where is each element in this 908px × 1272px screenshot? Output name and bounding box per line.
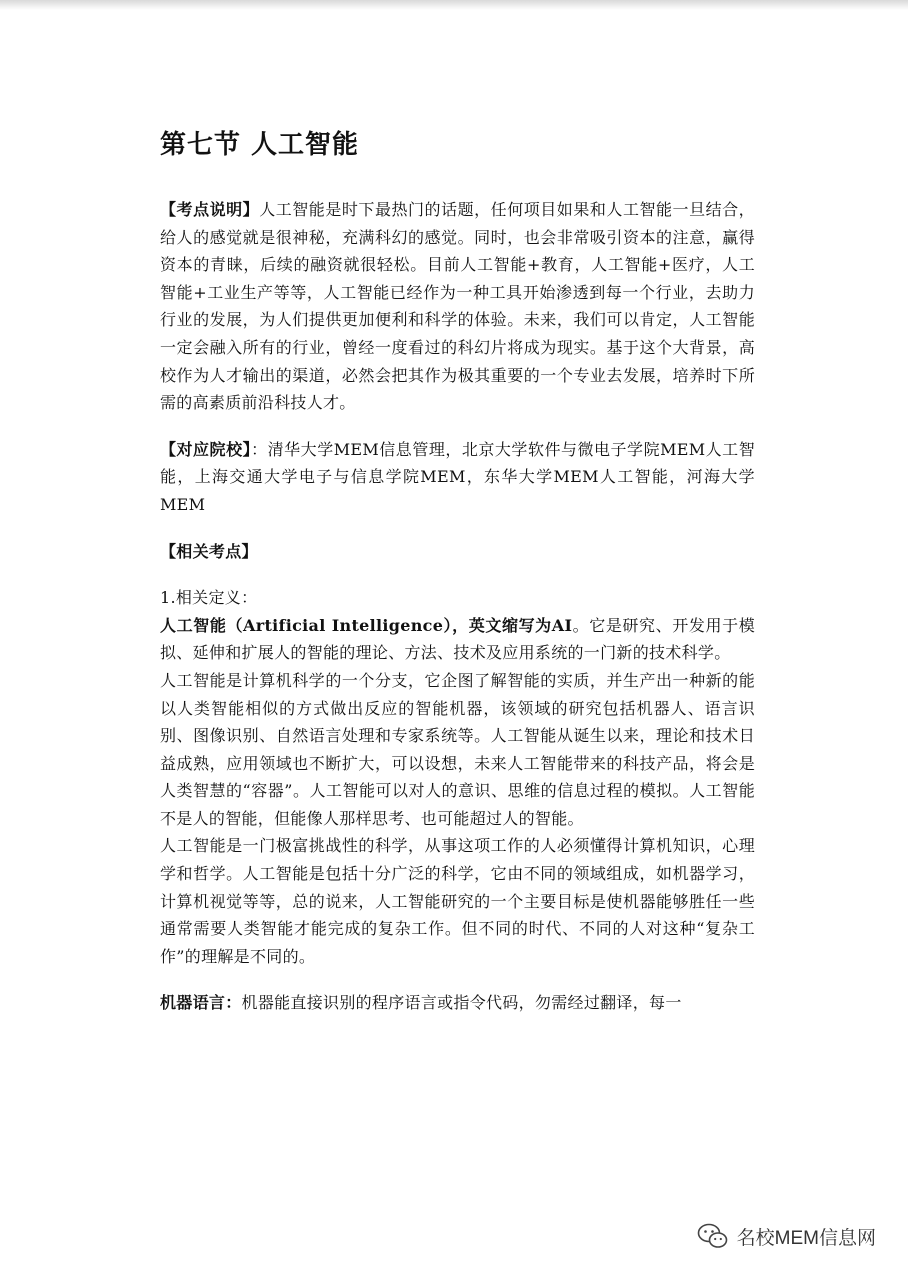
definition-paragraph-2: 人工智能是计算机科学的一个分支，它企图了解智能的实质，并生产出一种新的能以人类智能相似的方式做出反应的智能机器，该领域的研究包括机器人、语言识别、图像识别、自然语言处理和专家系统等。人工智能从诞生以来，理论和技术日益成熟，应用领域也不断扩大，可以设想，未来人工智能带来的科技产品，将会是人类智慧的“容器”。人工智能可以对人的意识、思维的信息过程的模拟。人工智能不是人的智能，但能像人那样思考、也可能超过人的智能。	[160, 670, 755, 828]
schools-text: ：清华大学MEM信息管理，北京大学软件与微电子学院MEM人工智能，上海交通大学电子与信息学院MEM，东华大学MEM人工智能，河海大学MEM	[160, 439, 755, 514]
section-title: 第七节 人工智能	[160, 130, 360, 160]
document-body	[160, 122, 755, 1017]
machine-language-label: 机器语言：	[160, 993, 242, 1013]
wechat-icon	[697, 1222, 729, 1250]
machine-language-paragraph	[160, 989, 755, 1017]
definition-paragraph-3: 人工智能是一门极富挑战性的科学，从事这项工作的人必须懂得计算机知识，心理学和哲学。人工智能是包括十分广泛的科学，它由不同的领域组成，如机器学习，计算机视觉等等，总的说来，人工智能研究的一个主要目标是使机器能够胜任一些通常需要人类智能才能完成的复杂工作。但不同的时代、不同的人对这种“复杂工作”的理解是不同的。	[160, 836, 755, 966]
schools-paragraph	[160, 436, 755, 519]
related-heading: 【相关考点】	[160, 541, 258, 561]
definition-term: 人工智能（Artificial Intelligence），英文缩写为AI	[160, 615, 573, 635]
intro-label: 【考点说明】	[160, 200, 260, 219]
watermark-text: 名校MEM信息网	[736, 1227, 876, 1249]
intro-paragraph	[160, 196, 755, 417]
intro-text: 人工智能是时下最热门的话题，任何项目如果和人工智能一旦结合，给人的感觉就是很神秘，充满科幻的感觉。同时，也会非常吸引资本的注意，赢得资本的青睐，后续的融资就很轻松。目前人工智能+教育，人工智能+医疗，人工智能+工业生产等等，人工智能已经作为一种工具开始渗透到每一个行业，去助力行业的发展，为人们提供更加便利和科学的体验。未来，我们可以肯定，人工智能一定会融入所有的行业，曾经一度看过的科幻片将成为现实。基于这个大背景，高校作为人才输出的渠道，必然会把其作为极其重要的一个专业去发展，培养时下所需的高素质前沿科技人才。	[160, 200, 755, 413]
machine-language-text: 机器能直接识别的程序语言或指令代码，勿需经过翻译，每一	[241, 993, 682, 1013]
page-top-shadow	[0, 0, 908, 10]
definition-paragraph-1	[160, 612, 755, 667]
watermark	[697, 1222, 876, 1250]
definitions-heading: 1.相关定义：	[160, 588, 258, 608]
schools-label: 【对应院校】	[160, 439, 252, 459]
definition-term-rest: 。它是研究、开发用于模拟、延伸和扩展人的智能的理论、方法、技术及应用系统的一门新的技术科学。	[160, 615, 756, 663]
